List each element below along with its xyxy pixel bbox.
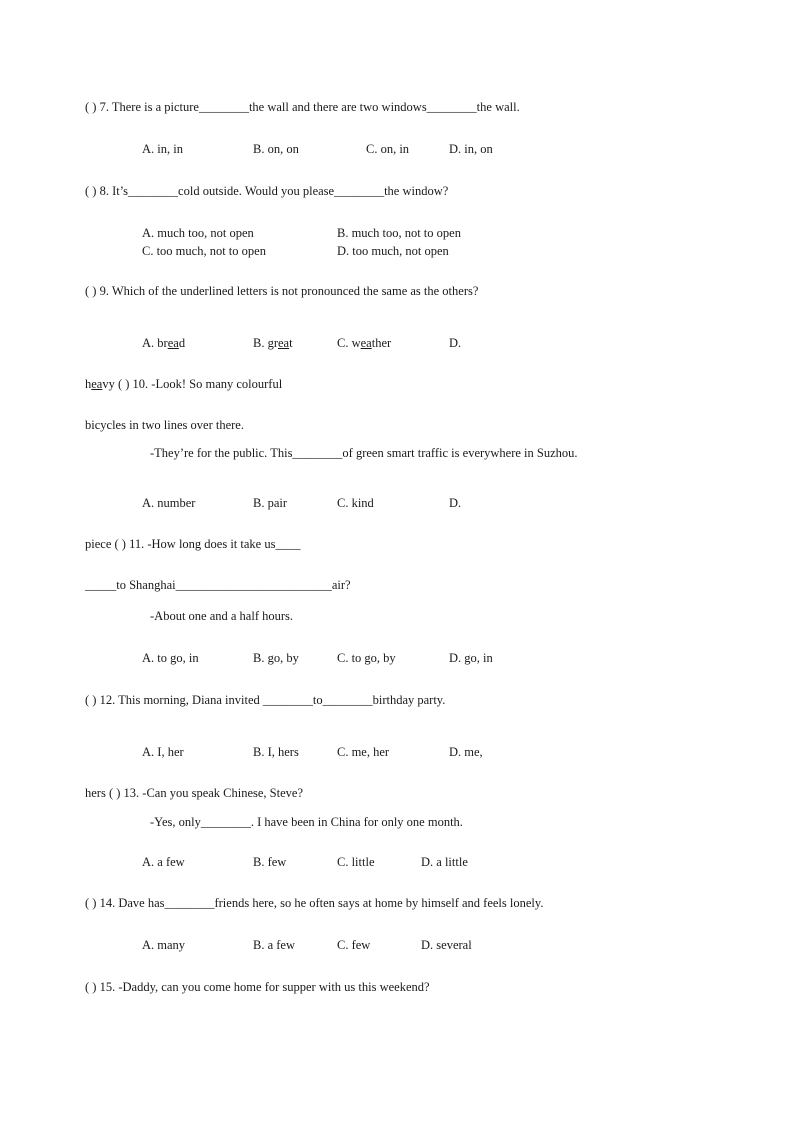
q8-option-b[interactable]: B. much too, not to open (337, 226, 461, 240)
q10-reply: -They’re for the public. This________of green smart traffic is everywhere in Suzhou. (150, 446, 578, 460)
q10-option-c[interactable]: C. kind (337, 496, 374, 510)
q12-option-c[interactable]: C. me, her (337, 745, 390, 759)
q8-option-d[interactable]: D. too much, not open (337, 244, 449, 258)
q13-option-d[interactable]: D. a little (421, 855, 468, 869)
q10-stem-line1: heavy ( ) 10. -Look! So many colourful (85, 377, 283, 391)
q12-option-a[interactable]: A. I, her (142, 745, 184, 759)
q9-option-c[interactable]: C. weather (337, 336, 392, 350)
q7-option-b[interactable]: B. on, on (253, 142, 299, 156)
q7-option-a[interactable]: A. in, in (142, 142, 183, 156)
q11-option-a[interactable]: A. to go, in (142, 651, 199, 665)
q14-option-b[interactable]: B. a few (253, 938, 295, 952)
q12-option-d-word[interactable]: hers (85, 786, 106, 800)
q15-stem: ( ) 15. -Daddy, can you come home for supper with us this weekend? (85, 980, 430, 994)
q13-option-b[interactable]: B. few (253, 855, 287, 869)
q12-option-d[interactable]: D. me, (449, 745, 483, 759)
q9-stem: ( ) 9. Which of the underlined letters is not pronounced the same as the others? (85, 284, 479, 298)
q10-option-d-label[interactable]: D. (449, 496, 462, 510)
q10-option-d-word[interactable]: piece (85, 537, 112, 551)
q10-option-b[interactable]: B. pair (253, 496, 288, 510)
q11-option-d[interactable]: D. go, in (449, 651, 493, 665)
q11-stem-line1: piece ( ) 11. -How long does it take us____ (85, 537, 301, 551)
q10-stem-line2: bicycles in two lines over there. (85, 418, 244, 432)
q14-option-c[interactable]: C. few (337, 938, 371, 952)
q12-option-b[interactable]: B. I, hers (253, 745, 299, 759)
q13-option-a[interactable]: A. a few (142, 855, 185, 869)
q13-reply: -Yes, only________. I have been in China for only one month. (150, 815, 463, 829)
q12-stem: ( ) 12. This morning, Diana invited ________to________birthday party. (85, 693, 446, 707)
q7-option-c[interactable]: C. on, in (366, 142, 410, 156)
q9-option-d-word[interactable]: heavy (85, 377, 115, 391)
q7-option-d[interactable]: D. in, on (449, 142, 493, 156)
q9-option-b[interactable]: B. great (253, 336, 293, 350)
q7-stem: ( ) 7. There is a picture________the wall and there are two windows________the wall. (85, 100, 520, 114)
q11-reply: -About one and a half hours. (150, 609, 294, 623)
q8-stem: ( ) 8. It’s________cold outside. Would you please________the window? (85, 184, 449, 198)
q14-stem: ( ) 14. Dave has________friends here, so he often says at home by himself and feels lonely. (85, 896, 544, 910)
q8-option-c[interactable]: C. too much, not to open (142, 244, 266, 258)
q8-option-a[interactable]: A. much too, not open (142, 226, 254, 240)
q9-option-a[interactable]: A. bread (142, 336, 186, 350)
q13-option-c[interactable]: C. little (337, 855, 375, 869)
q14-option-d[interactable]: D. several (421, 938, 472, 952)
q14-option-a[interactable]: A. many (142, 938, 186, 952)
q11-stem-line2: _____to Shanghai_________________________air? (85, 578, 351, 592)
q11-option-b[interactable]: B. go, by (253, 651, 299, 665)
q11-option-c[interactable]: C. to go, by (337, 651, 396, 665)
q9-option-d-label[interactable]: D. (449, 336, 462, 350)
q13-stem: hers ( ) 13. -Can you speak Chinese, Steve? (85, 786, 304, 800)
q10-option-a[interactable]: A. number (142, 496, 196, 510)
